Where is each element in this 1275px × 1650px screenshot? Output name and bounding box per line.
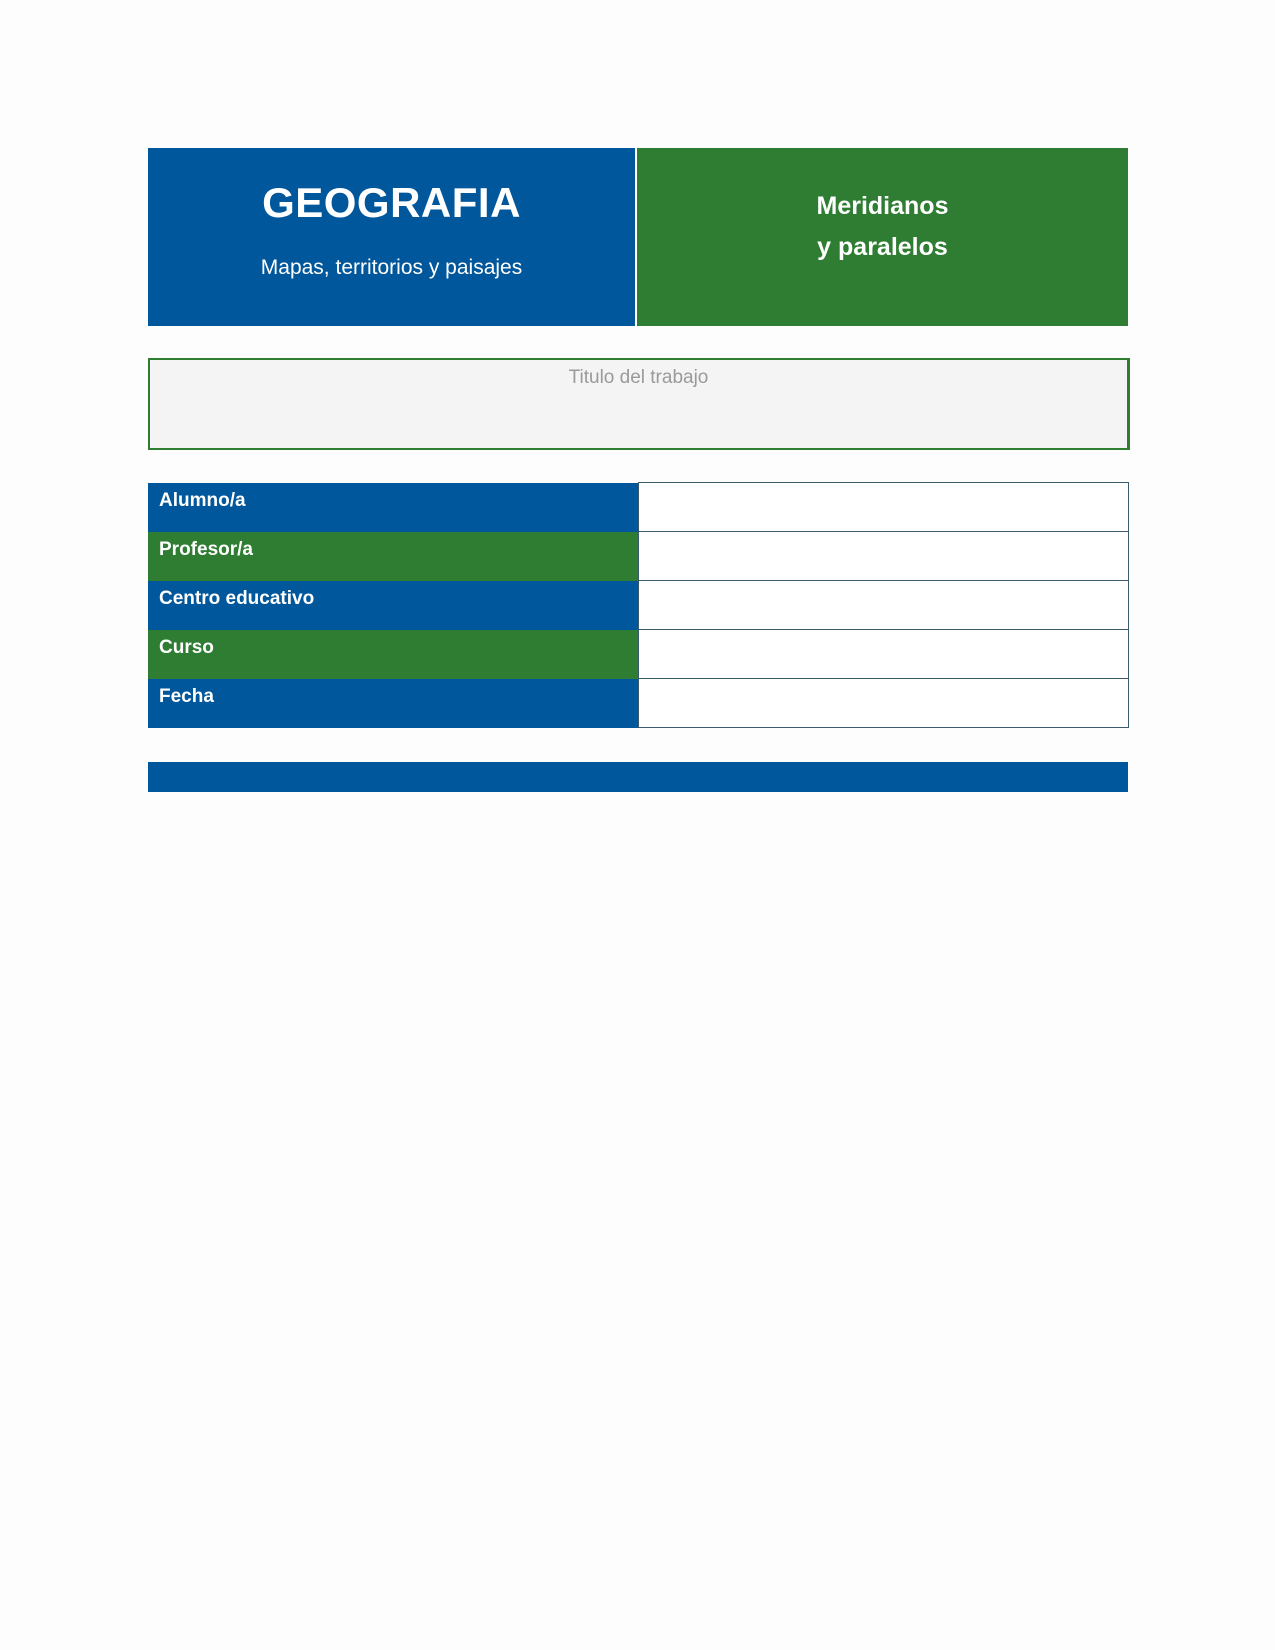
subject-block [148, 148, 637, 326]
topic-line-1: Meridianos [816, 192, 949, 220]
table-row [148, 630, 1129, 679]
label-profesor: Profesor/a [148, 532, 638, 581]
footer-bar [148, 762, 1128, 792]
unit-subtitle: Mapas, territorios y paisajes [260, 256, 523, 279]
value-alumno[interactable] [638, 483, 1129, 532]
value-fecha[interactable] [638, 679, 1129, 728]
label-curso: Curso [148, 630, 638, 679]
work-title-field[interactable] [148, 358, 1130, 450]
value-centro[interactable] [638, 581, 1129, 630]
work-title-placeholder: Titulo del trabajo [568, 367, 709, 388]
table-row [148, 532, 1129, 581]
table-row [148, 581, 1129, 630]
topic-line-2: y paralelos [817, 233, 948, 261]
value-profesor[interactable] [638, 532, 1129, 581]
label-fecha: Fecha [148, 679, 638, 728]
table-row [148, 679, 1129, 728]
subject-title: GEOGRAFIA [262, 179, 521, 226]
label-centro: Centro educativo [148, 581, 638, 630]
label-alumno: Alumno/a [148, 483, 638, 532]
topic-block [637, 148, 1128, 326]
cover-header [148, 148, 1128, 326]
value-curso[interactable] [638, 630, 1129, 679]
student-info-table [148, 482, 1129, 728]
table-row [148, 483, 1129, 532]
